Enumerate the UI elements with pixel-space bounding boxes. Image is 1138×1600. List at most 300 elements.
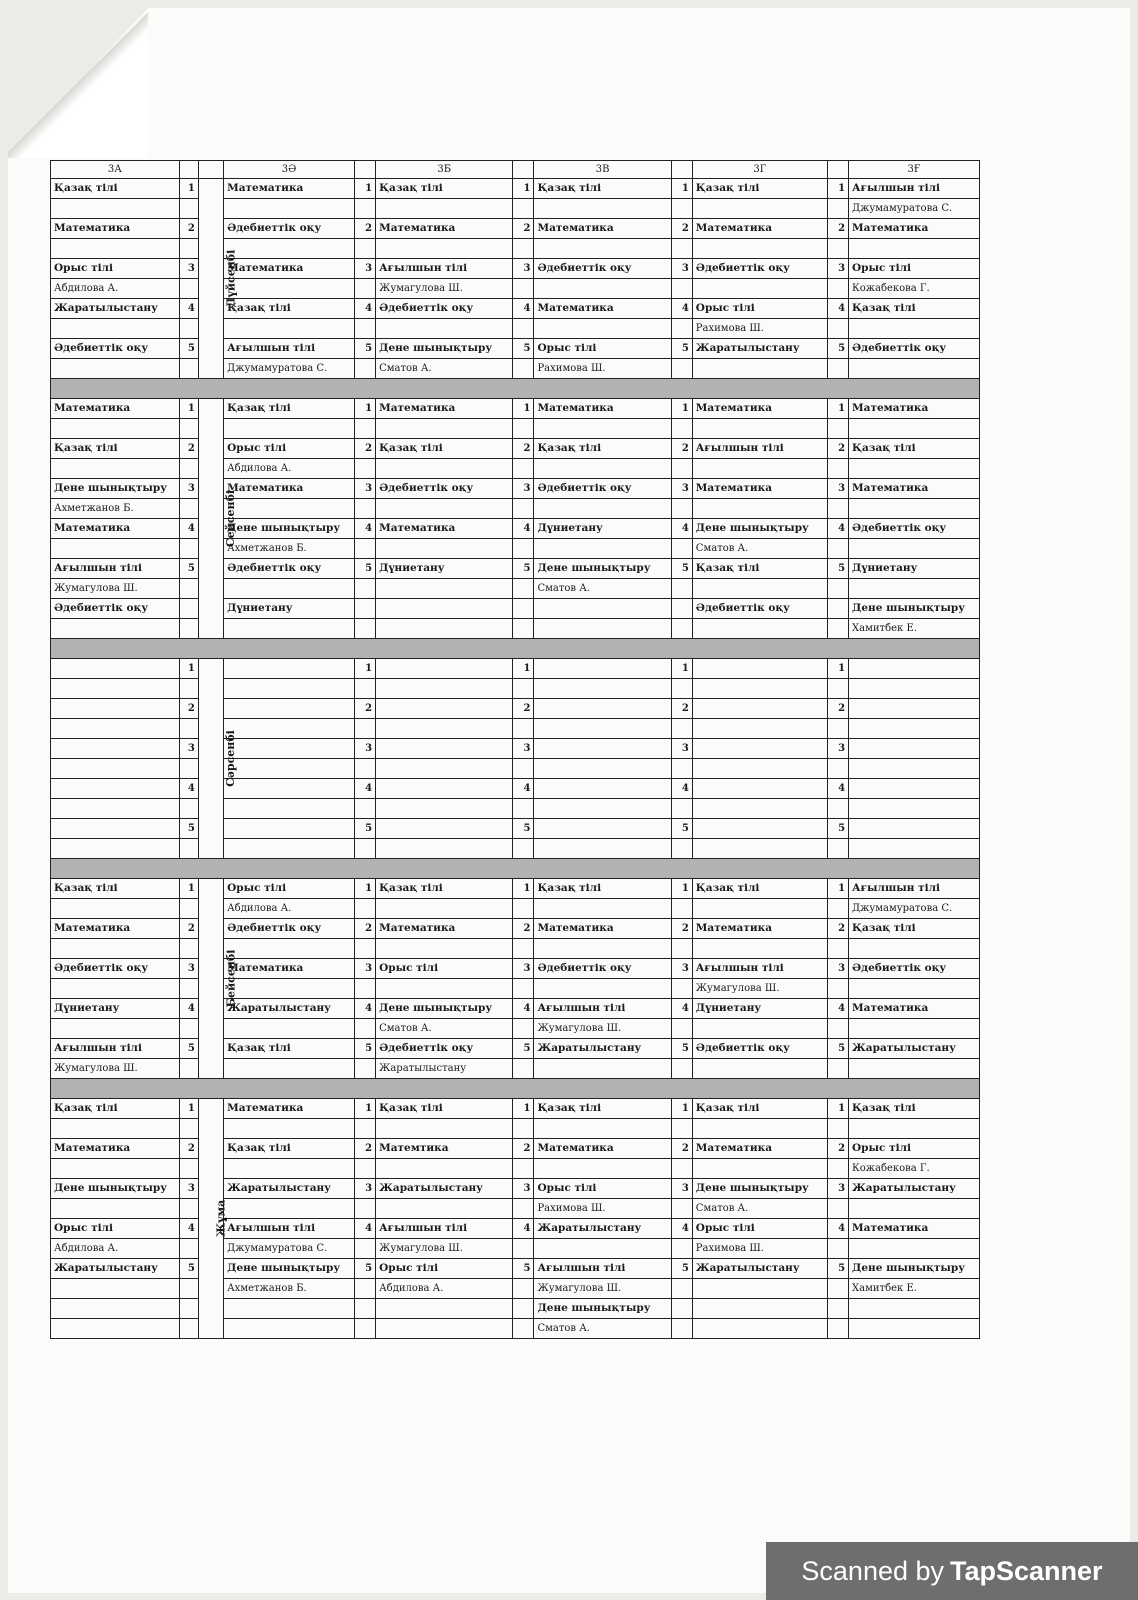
teacher-cell [224, 279, 355, 299]
lesson-number: 1 [671, 879, 692, 899]
lesson-number [355, 1319, 376, 1339]
subject-cell [534, 699, 671, 719]
teacher-cell [534, 1239, 671, 1259]
lesson-number: 2 [179, 219, 198, 239]
lesson-number: 4 [513, 519, 534, 539]
lesson-number [827, 1319, 848, 1339]
lesson-number: 2 [513, 699, 534, 719]
subject-cell: Қазақ тілі [534, 179, 671, 199]
teacher-cell [849, 239, 980, 259]
lesson-number [671, 419, 692, 439]
lesson-number [671, 1319, 692, 1339]
lesson-number: 2 [513, 439, 534, 459]
teacher-cell [534, 899, 671, 919]
teacher-cell [692, 619, 827, 639]
subject-cell: Ағылшын тілі [849, 879, 980, 899]
lesson-number: 1 [355, 399, 376, 419]
subject-cell: Ағылшын тілі [224, 1219, 355, 1239]
lesson-number: 2 [355, 1139, 376, 1159]
teacher-cell [51, 319, 180, 339]
lesson-number [179, 419, 198, 439]
subject-cell [534, 739, 671, 759]
lesson-number: 2 [671, 1139, 692, 1159]
lesson-number: 5 [513, 819, 534, 839]
lesson-number [827, 359, 848, 379]
lesson-number: 2 [671, 919, 692, 939]
teacher-cell [692, 499, 827, 519]
lesson-number [355, 199, 376, 219]
lesson-number [827, 1159, 848, 1179]
subject-cell: Математика [224, 479, 355, 499]
lesson-number [179, 899, 198, 919]
lesson-number [671, 939, 692, 959]
teacher-cell: Сматов А. [376, 1019, 513, 1039]
teacher-cell: Джумамуратова С. [849, 899, 980, 919]
subject-cell [534, 779, 671, 799]
lesson-row [51, 779, 980, 799]
teacher-row [51, 1059, 980, 1079]
lesson-number [513, 1199, 534, 1219]
teacher-cell [224, 319, 355, 339]
subject-cell [376, 699, 513, 719]
teacher-row [51, 239, 980, 259]
lesson-number: 4 [179, 999, 198, 1019]
lesson-number: 1 [355, 659, 376, 679]
lesson-number [671, 1279, 692, 1299]
lesson-number [827, 499, 848, 519]
subject-cell: Математика [534, 299, 671, 319]
lesson-number [179, 979, 198, 999]
lesson-row [51, 959, 980, 979]
lesson-number [671, 599, 692, 619]
lesson-number: 3 [827, 1179, 848, 1199]
subject-cell [692, 699, 827, 719]
teacher-cell [849, 1199, 980, 1219]
teacher-row [51, 1159, 980, 1179]
subject-cell: Қазақ тілі [51, 879, 180, 899]
subject-cell: Орыс тілі [376, 959, 513, 979]
lesson-number: 2 [355, 699, 376, 719]
teacher-cell: Джумамуратова С. [224, 1239, 355, 1259]
lesson-number: 2 [179, 439, 198, 459]
lesson-number [355, 359, 376, 379]
teacher-cell [376, 199, 513, 219]
subject-cell: Жаратылыстану [534, 1219, 671, 1239]
teacher-cell [692, 1159, 827, 1179]
lesson-number: 4 [179, 299, 198, 319]
lesson-number [355, 319, 376, 339]
teacher-cell [376, 419, 513, 439]
scanner-watermark [766, 1542, 1138, 1600]
teacher-cell: Джумамуратова С. [849, 199, 980, 219]
teacher-cell [51, 899, 180, 919]
lesson-number [671, 359, 692, 379]
separator-band [51, 859, 980, 879]
lesson-number: 5 [827, 339, 848, 359]
lesson-row [51, 439, 980, 459]
subject-cell: Орыс тілі [51, 1219, 180, 1239]
lesson-number: 2 [827, 699, 848, 719]
teacher-cell: Рахимова Ш. [692, 319, 827, 339]
subject-cell: Дүниетану [51, 999, 180, 1019]
subject-cell: Математика [376, 219, 513, 239]
subject-cell: Жаратылыстану [224, 1179, 355, 1199]
teacher-cell [51, 1119, 180, 1139]
lesson-number [179, 599, 198, 619]
lesson-number [179, 799, 198, 819]
lesson-number: 2 [179, 919, 198, 939]
lesson-number [671, 1159, 692, 1179]
teacher-cell [849, 1059, 980, 1079]
teacher-cell [224, 1319, 355, 1339]
teacher-cell [692, 1019, 827, 1039]
lesson-row [51, 299, 980, 319]
lesson-number [671, 199, 692, 219]
lesson-number [671, 579, 692, 599]
teacher-cell [849, 1019, 980, 1039]
lesson-number: 2 [179, 699, 198, 719]
teacher-cell [534, 619, 671, 639]
lesson-number [513, 279, 534, 299]
subject-cell: Қазақ тілі [224, 399, 355, 419]
subject-cell [376, 659, 513, 679]
teacher-cell [692, 939, 827, 959]
lesson-number: 4 [827, 519, 848, 539]
subject-cell [849, 779, 980, 799]
subject-cell: Дүниетану [224, 599, 355, 619]
teacher-cell [224, 419, 355, 439]
lesson-number: 3 [179, 739, 198, 759]
class-header: 3Б [376, 161, 513, 179]
lesson-number [355, 1019, 376, 1039]
subject-cell: Жаратылыстану [51, 299, 180, 319]
subject-cell: Жаратылыстану [224, 999, 355, 1019]
teacher-cell [51, 679, 180, 699]
lesson-number [827, 1019, 848, 1039]
subject-cell: Ағылшын тілі [534, 1259, 671, 1279]
teacher-cell [376, 899, 513, 919]
teacher-cell [376, 459, 513, 479]
teacher-row [51, 1279, 980, 1299]
teacher-cell [376, 539, 513, 559]
teacher-cell [534, 939, 671, 959]
teacher-cell [224, 759, 355, 779]
lesson-number: 2 [827, 1139, 848, 1159]
subject-cell: Қазақ тілі [692, 559, 827, 579]
lesson-number [179, 1019, 198, 1039]
teacher-cell [534, 279, 671, 299]
class-header: 3Г [692, 161, 827, 179]
teacher-cell: Сматов А. [534, 1319, 671, 1339]
subject-cell: Математика [534, 399, 671, 419]
subject-cell: Қазақ тілі [692, 1099, 827, 1119]
lesson-number [355, 979, 376, 999]
lesson-number: 3 [827, 959, 848, 979]
lesson-number [355, 619, 376, 639]
lesson-number: 4 [355, 299, 376, 319]
teacher-cell [224, 939, 355, 959]
lesson-number: 3 [671, 259, 692, 279]
lesson-number [179, 319, 198, 339]
subject-cell [849, 739, 980, 759]
teacher-cell: Жумагулова Ш. [51, 1059, 180, 1079]
teacher-cell: Жумагулова Ш. [51, 579, 180, 599]
day-label-cell [198, 399, 237, 639]
lesson-number: 1 [179, 399, 198, 419]
lesson-number: 5 [179, 1259, 198, 1279]
teacher-cell [224, 719, 355, 739]
separator-band [51, 1079, 980, 1099]
teacher-row [51, 459, 980, 479]
lesson-number [671, 459, 692, 479]
subject-cell [849, 659, 980, 679]
subject-cell [692, 779, 827, 799]
teacher-cell [849, 799, 980, 819]
subject-cell: Ағылшын тілі [534, 999, 671, 1019]
teacher-cell [224, 1199, 355, 1219]
teacher-cell [534, 499, 671, 519]
lesson-number [355, 899, 376, 919]
lesson-number [671, 1199, 692, 1219]
class-header: 3Ғ [849, 161, 980, 179]
subject-cell: Математика [51, 399, 180, 419]
lesson-number [513, 539, 534, 559]
subject-cell: Орыс тілі [534, 339, 671, 359]
teacher-cell [376, 579, 513, 599]
teacher-cell [51, 839, 180, 859]
lesson-row [51, 1219, 980, 1239]
teacher-cell [849, 499, 980, 519]
lesson-number: 4 [827, 299, 848, 319]
lesson-number [671, 1059, 692, 1079]
lesson-number [179, 679, 198, 699]
subject-cell [224, 739, 355, 759]
lesson-number: 5 [671, 1259, 692, 1279]
subject-cell: Қазақ тілі [376, 1099, 513, 1119]
lesson-number [827, 619, 848, 639]
teacher-cell: Жумагулова Ш. [534, 1279, 671, 1299]
subject-cell: Дене шынықтыру [376, 999, 513, 1019]
lesson-number: 3 [671, 959, 692, 979]
teacher-cell [224, 619, 355, 639]
teacher-cell [849, 1319, 980, 1339]
teacher-cell [534, 459, 671, 479]
lesson-number [355, 239, 376, 259]
lesson-number: 5 [355, 819, 376, 839]
teacher-cell: Рахимова Ш. [692, 1239, 827, 1259]
lesson-number [827, 539, 848, 559]
subject-cell: Ағылшын тілі [376, 259, 513, 279]
subject-cell [376, 779, 513, 799]
subject-cell: Дүниетану [692, 999, 827, 1019]
lesson-number: 2 [671, 219, 692, 239]
lesson-number [827, 319, 848, 339]
subject-cell [51, 819, 180, 839]
lesson-number [179, 579, 198, 599]
subject-cell [376, 599, 513, 619]
lesson-number: 3 [513, 1179, 534, 1199]
teacher-cell [51, 1319, 180, 1339]
lesson-row [51, 399, 980, 419]
lesson-number [179, 279, 198, 299]
subject-cell: Әдебиеттік оқу [51, 599, 180, 619]
day-label-cell [198, 659, 237, 859]
lesson-number: 1 [513, 879, 534, 899]
teacher-cell: Абдилова А. [376, 1279, 513, 1299]
teacher-cell [51, 719, 180, 739]
lesson-number [513, 1299, 534, 1319]
subject-cell: Қазақ тілі [51, 179, 180, 199]
subject-cell: Орыс тілі [534, 1179, 671, 1199]
subject-cell [849, 699, 980, 719]
lesson-number: 3 [355, 959, 376, 979]
lesson-number [827, 579, 848, 599]
lesson-number [513, 199, 534, 219]
teacher-cell [849, 579, 980, 599]
teacher-cell [224, 979, 355, 999]
subject-cell [376, 739, 513, 759]
lesson-number [671, 839, 692, 859]
lesson-row [51, 879, 980, 899]
lesson-number [827, 1299, 848, 1319]
lesson-number [179, 1319, 198, 1339]
lesson-number [827, 419, 848, 439]
subject-cell: Математика [849, 399, 980, 419]
lesson-number: 1 [671, 1099, 692, 1119]
lesson-number [355, 1239, 376, 1259]
separator-band [51, 379, 980, 399]
subject-cell: Қазақ тілі [51, 1099, 180, 1119]
teacher-cell: Жумагулова Ш. [534, 1019, 671, 1039]
teacher-cell [692, 759, 827, 779]
subject-cell [224, 819, 355, 839]
lesson-number: 3 [513, 739, 534, 759]
lesson-number [513, 979, 534, 999]
lesson-number: 4 [179, 1219, 198, 1239]
lesson-number [355, 939, 376, 959]
lesson-number [179, 1159, 198, 1179]
lesson-number: 2 [513, 219, 534, 239]
lesson-number [355, 839, 376, 859]
lesson-row [51, 919, 980, 939]
lesson-number [355, 759, 376, 779]
teacher-row [51, 799, 980, 819]
lesson-number: 4 [671, 999, 692, 1019]
subject-cell: Математика [51, 1139, 180, 1159]
lesson-number [179, 1279, 198, 1299]
lesson-row [51, 819, 980, 839]
lesson-number: 4 [513, 999, 534, 1019]
teacher-cell [224, 1119, 355, 1139]
lesson-number: 5 [671, 819, 692, 839]
teacher-cell [534, 199, 671, 219]
lesson-number: 5 [355, 559, 376, 579]
teacher-cell [534, 759, 671, 779]
lesson-number: 3 [513, 959, 534, 979]
lesson-number [355, 499, 376, 519]
lesson-number: 3 [513, 259, 534, 279]
subject-cell: Математика [849, 999, 980, 1019]
lesson-row [51, 219, 980, 239]
subject-cell: Әдебиеттік оқу [51, 339, 180, 359]
subject-cell: Әдебиеттік оқу [534, 479, 671, 499]
teacher-cell: Ахметжанов Б. [51, 499, 180, 519]
lesson-number [513, 319, 534, 339]
subject-cell: Математика [849, 479, 980, 499]
teacher-cell [534, 319, 671, 339]
lesson-number: 4 [671, 299, 692, 319]
teacher-cell [692, 239, 827, 259]
subject-cell: Дене шынықтыру [224, 519, 355, 539]
lesson-number [179, 1199, 198, 1219]
lesson-row [51, 999, 980, 1019]
teacher-row [51, 1119, 980, 1139]
teacher-cell: Рахимова Ш. [534, 359, 671, 379]
teacher-cell [51, 619, 180, 639]
lesson-number [827, 1239, 848, 1259]
teacher-cell [534, 419, 671, 439]
subject-cell: Әдебиеттік оқу [376, 299, 513, 319]
subject-cell: Ағылшын тілі [692, 959, 827, 979]
teacher-cell [224, 239, 355, 259]
lesson-number: 4 [355, 519, 376, 539]
lesson-number: 1 [513, 179, 534, 199]
subject-cell [534, 659, 671, 679]
subject-cell: Математика [376, 519, 513, 539]
teacher-cell [849, 319, 980, 339]
lesson-number [179, 459, 198, 479]
lesson-number [513, 759, 534, 779]
subject-cell: Әдебиеттік оқу [51, 959, 180, 979]
lesson-number [355, 1059, 376, 1079]
teacher-cell [376, 719, 513, 739]
teacher-cell: Сматов А. [376, 359, 513, 379]
lesson-number: 1 [179, 879, 198, 899]
lesson-row [51, 259, 980, 279]
subject-cell [692, 659, 827, 679]
teacher-cell [534, 979, 671, 999]
lesson-number [355, 279, 376, 299]
lesson-number [179, 759, 198, 779]
teacher-cell [376, 839, 513, 859]
lesson-number: 5 [671, 1039, 692, 1059]
lesson-row [51, 1039, 980, 1059]
lesson-number [179, 499, 198, 519]
teacher-cell: Абдилова А. [224, 899, 355, 919]
subject-cell: Қазақ тілі [224, 1139, 355, 1159]
lesson-number: 2 [671, 699, 692, 719]
lesson-number [671, 619, 692, 639]
lesson-row [51, 699, 980, 719]
lesson-number: 1 [513, 399, 534, 419]
teacher-cell [376, 1319, 513, 1339]
subject-cell: Математика [376, 399, 513, 419]
subject-cell: Дене шынықтыру [849, 599, 980, 619]
lesson-number [513, 459, 534, 479]
lesson-number [355, 419, 376, 439]
subject-cell: Орыс тілі [224, 879, 355, 899]
teacher-cell [534, 839, 671, 859]
lesson-number [671, 799, 692, 819]
subject-cell: Математика [692, 219, 827, 239]
subject-cell: Қазақ тілі [849, 1099, 980, 1119]
teacher-cell [376, 979, 513, 999]
day-label-cell [198, 879, 238, 1079]
teacher-cell [692, 419, 827, 439]
subject-cell [849, 1299, 980, 1319]
subject-cell: Ағылшын тілі [376, 1219, 513, 1239]
teacher-cell [849, 719, 980, 739]
